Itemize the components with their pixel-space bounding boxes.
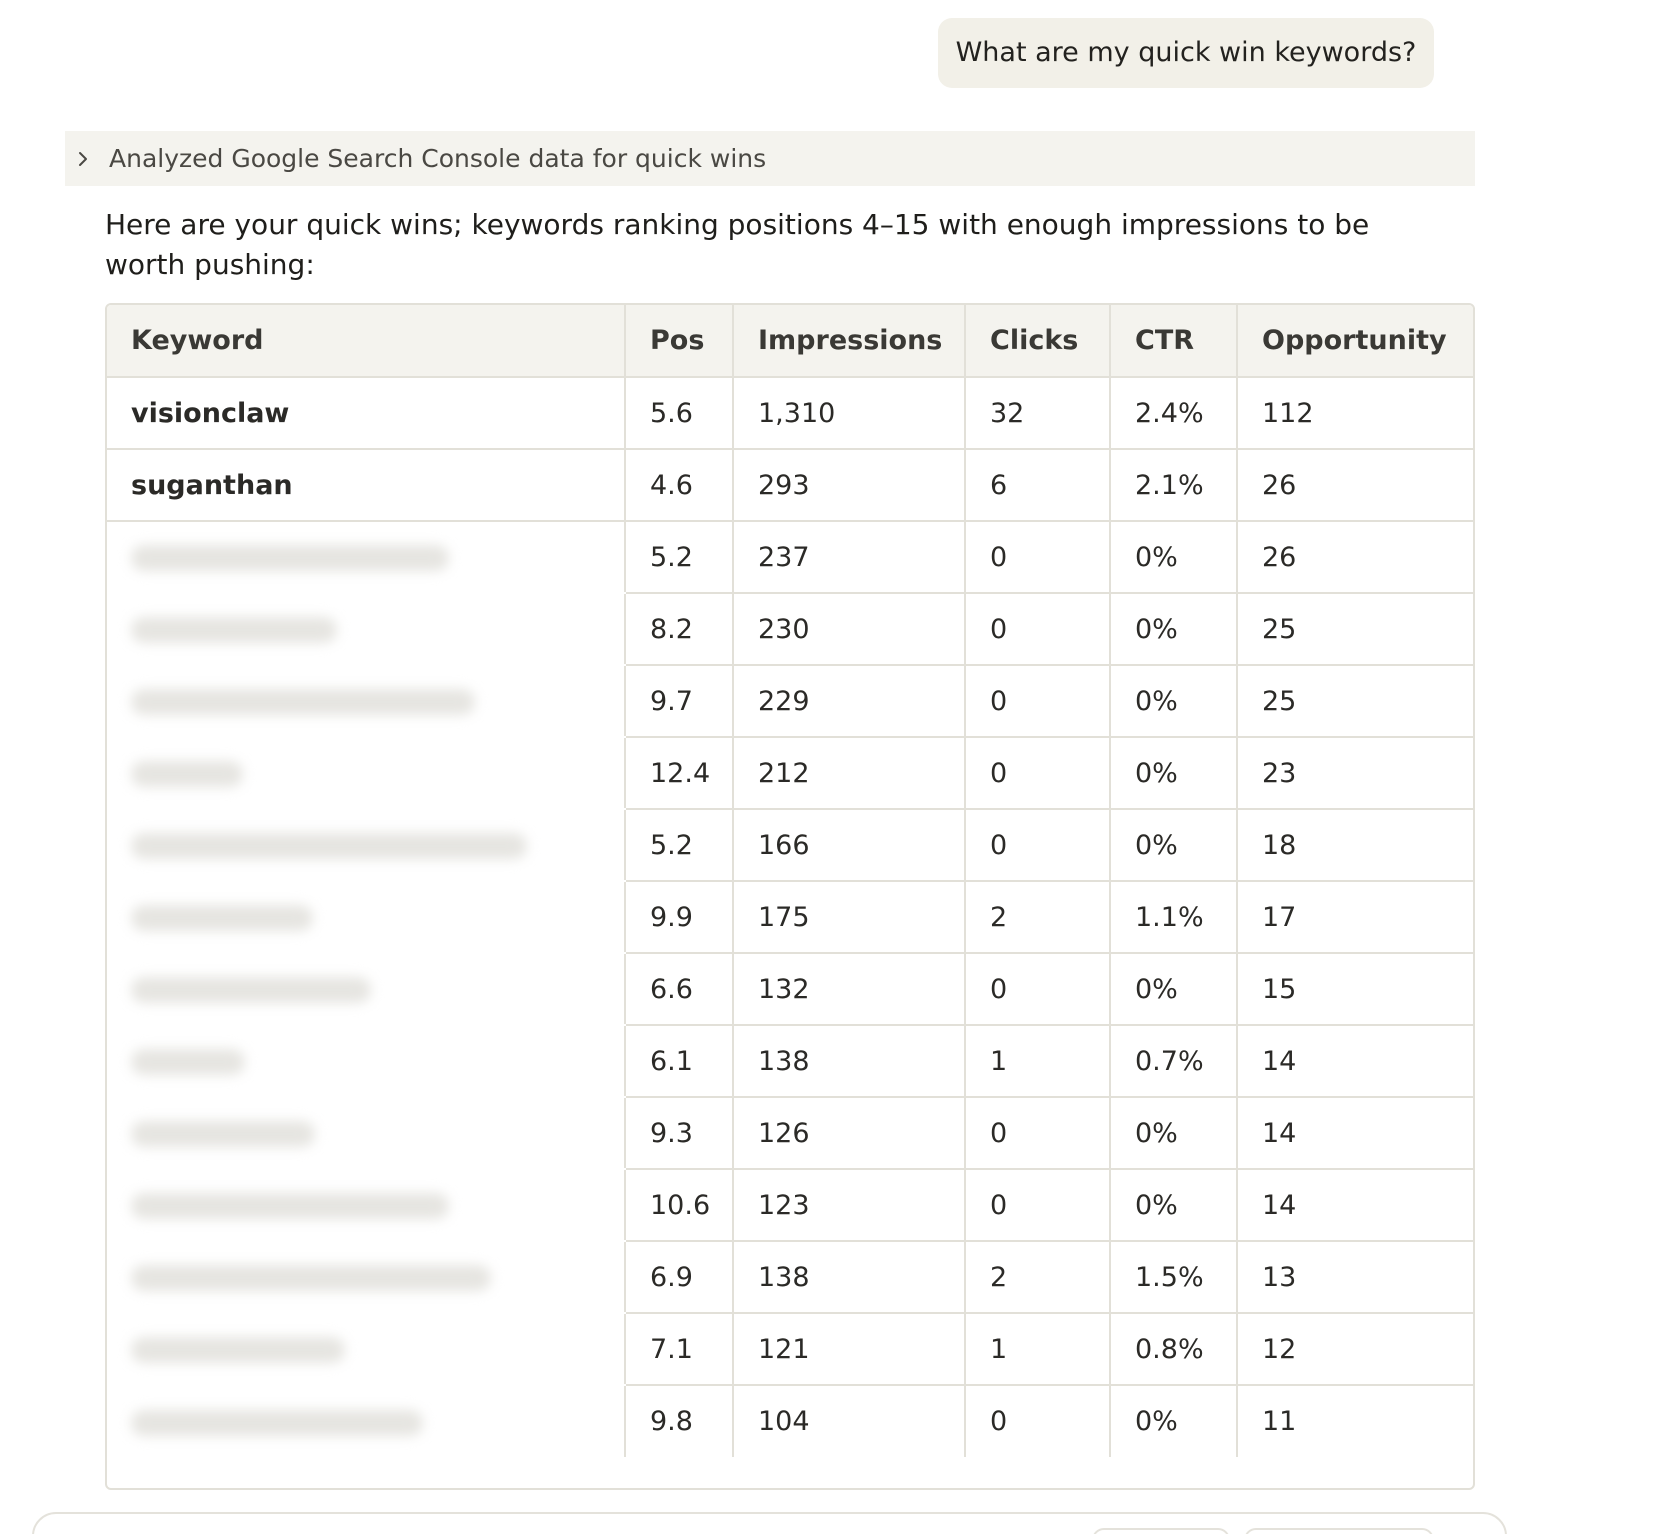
redacted-keyword-blur	[131, 617, 337, 643]
table-row	[107, 593, 1473, 665]
ctr-cell: 0%	[1110, 809, 1237, 881]
table-row	[107, 809, 1473, 881]
ctr-cell: 0%	[1110, 737, 1237, 809]
table-row	[107, 881, 1473, 953]
keyword-cell-redacted	[107, 1313, 625, 1385]
redacted-keyword-blur	[131, 905, 313, 931]
header-opportunity: Opportunity	[1237, 305, 1473, 377]
opportunity-cell: 17	[1237, 881, 1473, 953]
opportunity-cell: 25	[1237, 665, 1473, 737]
table-row	[107, 449, 1473, 521]
redacted-keyword-blur	[131, 1193, 449, 1219]
opportunity-cell: 18	[1237, 809, 1473, 881]
keyword-cell: suganthan	[107, 449, 625, 521]
impressions-cell: 1,310	[733, 377, 965, 449]
clicks-cell: 0	[965, 593, 1110, 665]
composer-button[interactable]	[1244, 1528, 1434, 1534]
impressions-cell: 123	[733, 1169, 965, 1241]
impressions-cell: 166	[733, 809, 965, 881]
assistant-intro-text: Here are your quick wins; keywords ranking positions 4–15 with enough impressions to be worth pushing:	[105, 208, 1370, 281]
table-body	[107, 377, 1473, 1457]
opportunity-cell: 11	[1262, 1406, 1297, 1437]
impressions-cell: 293	[733, 449, 965, 521]
redacted-keyword-blur	[131, 1049, 245, 1075]
impressions-cell: 126	[733, 1097, 965, 1169]
header-clicks: Clicks	[965, 305, 1110, 377]
ctr-cell: 0%	[1110, 1169, 1237, 1241]
clicks-cell: 1	[965, 1025, 1110, 1097]
ctr-cell: 0%	[1110, 953, 1237, 1025]
header-keyword: Keyword	[107, 305, 625, 377]
keyword-cell-redacted	[107, 1097, 625, 1169]
table-row	[107, 665, 1473, 737]
header-ctr: CTR	[1110, 305, 1237, 377]
ctr-cell: 0.8%	[1110, 1313, 1237, 1385]
impressions-cell: 121	[733, 1313, 965, 1385]
redacted-keyword-blur	[131, 761, 243, 787]
opportunity-cell: 26	[1237, 521, 1473, 593]
table-row	[107, 1385, 1473, 1457]
keyword-cell: visionclaw	[107, 377, 625, 449]
pos-cell: 4.6	[625, 449, 733, 521]
redacted-keyword-blur	[131, 1121, 315, 1147]
table-row	[107, 377, 1473, 449]
header-impressions: Impressions	[733, 305, 965, 377]
composer-button[interactable]	[1092, 1528, 1230, 1534]
keyword-cell-redacted	[107, 881, 625, 953]
clicks-cell: 0	[965, 1169, 1110, 1241]
pos-cell: 12.4	[625, 737, 733, 809]
impressions-cell: 212	[733, 737, 965, 809]
redacted-keyword-blur	[131, 833, 527, 859]
pos-cell: 10.6	[625, 1169, 733, 1241]
pos-cell: 5.2	[625, 521, 733, 593]
clicks-cell: 0	[965, 737, 1110, 809]
opportunity-cell: 15	[1237, 953, 1473, 1025]
table-row	[107, 1097, 1473, 1169]
redacted-keyword-blur	[131, 1337, 345, 1363]
clicks-cell: 32	[965, 377, 1110, 449]
opportunity-cell: 12	[1237, 1313, 1473, 1385]
clicks-cell: 0	[965, 521, 1110, 593]
keyword-cell-redacted	[107, 521, 625, 593]
impressions-cell: 229	[733, 665, 965, 737]
ctr-cell: 0%	[1110, 665, 1237, 737]
clicks-cell: 0	[965, 1385, 1110, 1457]
clicks-cell: 0	[965, 809, 1110, 881]
keyword-cell-redacted	[107, 809, 625, 881]
clicks-cell: 1	[965, 1313, 1110, 1385]
clicks-cell: 0	[965, 1097, 1110, 1169]
redacted-keyword-blur	[131, 1410, 423, 1436]
pos-cell: 5.6	[625, 377, 733, 449]
table-row	[107, 953, 1473, 1025]
keyword-cell-redacted	[107, 1385, 625, 1457]
opportunity-cell: 14	[1237, 1169, 1473, 1241]
opportunity-cell: 23	[1237, 737, 1473, 809]
table-row	[107, 521, 1473, 593]
impressions-cell: 104	[733, 1385, 965, 1457]
ctr-cell: 2.1%	[1110, 449, 1237, 521]
ctr-cell: 1.5%	[1110, 1241, 1237, 1313]
impressions-cell: 138	[733, 1241, 965, 1313]
clicks-cell: 6	[965, 449, 1110, 521]
clicks-cell: 0	[965, 665, 1110, 737]
pos-cell: 6.1	[625, 1025, 733, 1097]
ctr-cell: 0%	[1110, 1097, 1237, 1169]
clicks-cell: 2	[965, 881, 1110, 953]
impressions-cell: 230	[733, 593, 965, 665]
table-row	[107, 737, 1473, 809]
keyword-cell-redacted	[107, 1025, 625, 1097]
table-row	[107, 1025, 1473, 1097]
pos-cell: 9.3	[625, 1097, 733, 1169]
keyword-cell-redacted	[107, 665, 625, 737]
tool-step-toggle[interactable]	[65, 131, 1475, 186]
user-message-bubble	[938, 18, 1434, 88]
keyword-cell-redacted	[107, 1241, 625, 1313]
impressions-cell: 175	[733, 881, 965, 953]
keyword-cell-redacted	[107, 593, 625, 665]
ctr-cell: 0%	[1110, 521, 1237, 593]
opportunity-cell: 26	[1237, 449, 1473, 521]
pos-cell: 7.1	[625, 1313, 733, 1385]
ctr-cell: 2.4%	[1110, 377, 1237, 449]
pos-cell: 9.8	[625, 1385, 733, 1457]
pos-cell: 6.6	[625, 953, 733, 1025]
opportunity-cell: 14	[1237, 1025, 1473, 1097]
header-pos: Pos	[625, 305, 733, 377]
ctr-cell: 1.1%	[1110, 881, 1237, 953]
opportunity-cell: 13	[1237, 1241, 1473, 1313]
impressions-cell: 132	[733, 953, 965, 1025]
tool-step-label: Analyzed Google Search Console data for quick wins	[109, 144, 767, 173]
table-row	[107, 1313, 1473, 1385]
chevron-right-icon	[73, 144, 93, 174]
ctr-cell: 0.7%	[1110, 1025, 1237, 1097]
table-row	[107, 1169, 1473, 1241]
keyword-cell-redacted	[107, 1169, 625, 1241]
clicks-cell: 0	[965, 953, 1110, 1025]
opportunity-cell: 14	[1237, 1097, 1473, 1169]
keyword-cell-redacted	[107, 737, 625, 809]
quick-wins-table	[105, 303, 1475, 1490]
clicks-cell: 2	[965, 1241, 1110, 1313]
pos-cell: 9.9	[625, 881, 733, 953]
ctr-cell: 0%	[1110, 1385, 1237, 1457]
keyword-cell-redacted	[107, 953, 625, 1025]
table-row	[107, 1241, 1473, 1313]
table-header-row	[107, 305, 1473, 377]
ctr-cell: 0%	[1110, 593, 1237, 665]
redacted-keyword-blur	[131, 977, 371, 1003]
user-message-text: What are my quick win keywords?	[955, 37, 1417, 68]
redacted-keyword-blur	[131, 1265, 491, 1291]
impressions-cell: 138	[733, 1025, 965, 1097]
opportunity-cell: 25	[1237, 593, 1473, 665]
opportunity-cell: 112	[1237, 377, 1473, 449]
pos-cell: 9.7	[625, 665, 733, 737]
message-composer[interactable]	[32, 1512, 1507, 1534]
pos-cell: 5.2	[625, 809, 733, 881]
impressions-cell: 237	[733, 521, 965, 593]
pos-cell: 8.2	[625, 593, 733, 665]
pos-cell: 6.9	[625, 1241, 733, 1313]
redacted-keyword-blur	[131, 689, 475, 715]
redacted-keyword-blur	[131, 545, 449, 571]
